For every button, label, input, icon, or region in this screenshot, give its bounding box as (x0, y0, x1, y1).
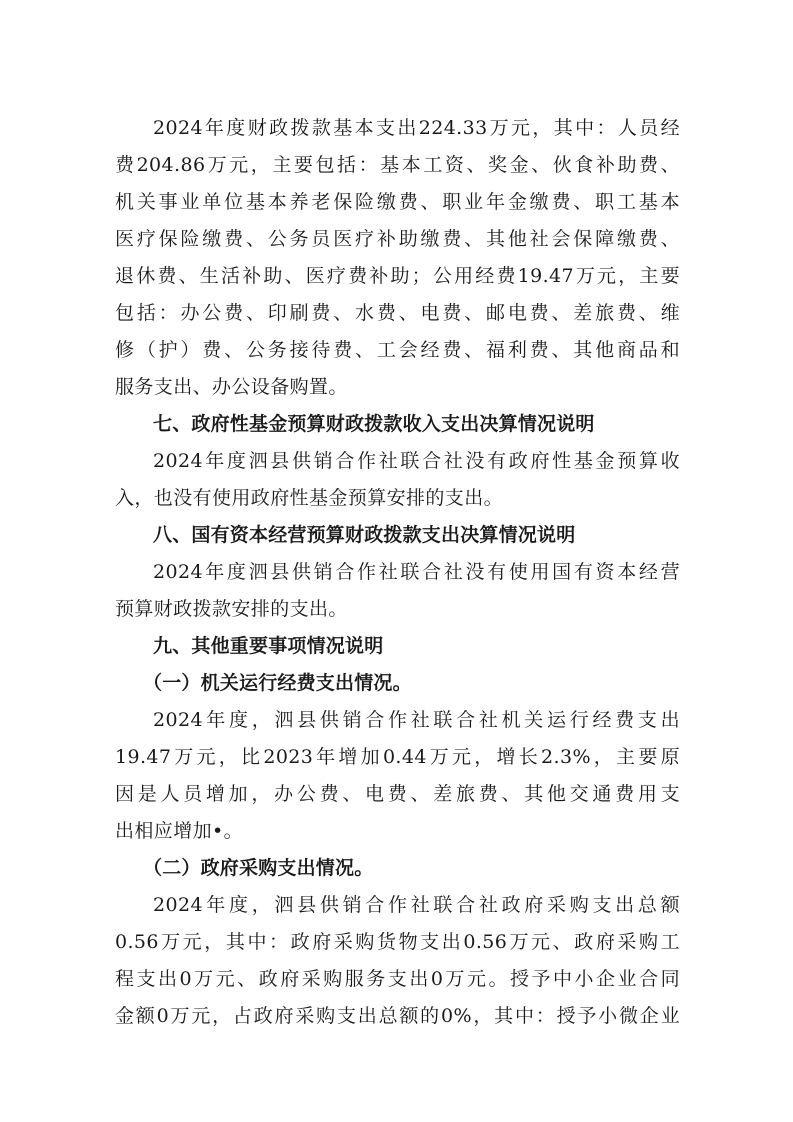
paragraph-line: 医疗保险缴费、公务员医疗补助缴费、其他社会保障缴费、 (115, 228, 680, 250)
section-heading: 七、政府性基金预算财政拨款收入支出决算情况说明 (153, 413, 595, 435)
paragraph-line: 19.47万元，比2023年增加0.44万元，增长2.3%，主要原 (115, 746, 680, 768)
section-eight (115, 517, 680, 628)
section-heading: 九、其他重要事项情况说明 (153, 635, 384, 657)
paragraph-line: 2024年度财政拨款基本支出224.33万元，其中：人员经 (153, 117, 680, 139)
paragraph-line: 包括：办公费、印刷费、水费、电费、邮电费、差旅费、维 (115, 302, 680, 324)
section-heading: 八、国有资本经营预算财政拨款支出决算情况说明 (153, 524, 576, 546)
paragraph-line: 2024年度泗县供销合作社联合社没有使用国有资本经营 (153, 561, 680, 583)
paragraph-line: 费204.86万元，主要包括：基本工资、奖金、伙食补助费、 (115, 154, 680, 176)
paragraph-line: 入，也没有使用政府性基金预算安排的支出。 (115, 487, 504, 509)
paragraph-line: 出相应增加•。 (115, 820, 244, 842)
paragraph-line: 预算财政拨款安排的支出。 (115, 598, 348, 620)
paragraph-line: 服务支出、办公设备购置。 (115, 376, 348, 398)
paragraph-line: 0.56万元，其中：政府采购货物支出0.56万元、政府采购工 (115, 931, 680, 953)
paragraph-line: 2024年度，泗县供销合作社联合社政府采购支出总额 (153, 894, 680, 916)
subsection-heading: （二）政府采购支出情况。 (143, 857, 374, 879)
paragraph-line: 机关事业单位基本养老保险缴费、职业年金缴费、职工基本 (115, 191, 680, 213)
paragraph-line: 2024年度泗县供销合作社联合社没有政府性基金预算收 (153, 450, 680, 472)
basic-expenditure-paragraph (115, 110, 680, 406)
section-seven (115, 406, 680, 517)
subsection-heading: （一）机关运行经费支出情况。 (143, 672, 412, 694)
paragraph-line: 退休费、生活补助、医疗费补助；公用经费19.47万元，主要 (115, 265, 680, 287)
paragraph-line: 修（护）费、公务接待费、工会经费、福利费、其他商品和 (115, 339, 680, 361)
paragraph-line: 金额0万元，占政府采购支出总额的0%，其中：授予小微企业 (115, 1005, 680, 1027)
paragraph-line: 因是人员增加，办公费、电费、差旅费、其他交通费用支 (115, 783, 680, 805)
paragraph-line: 2024年度，泗县供销合作社联合社机关运行经费支出 (153, 709, 680, 731)
paragraph-line: 程支出0万元、政府采购服务支出0万元。授予中小企业合同 (115, 968, 680, 990)
section-nine (115, 628, 680, 1035)
